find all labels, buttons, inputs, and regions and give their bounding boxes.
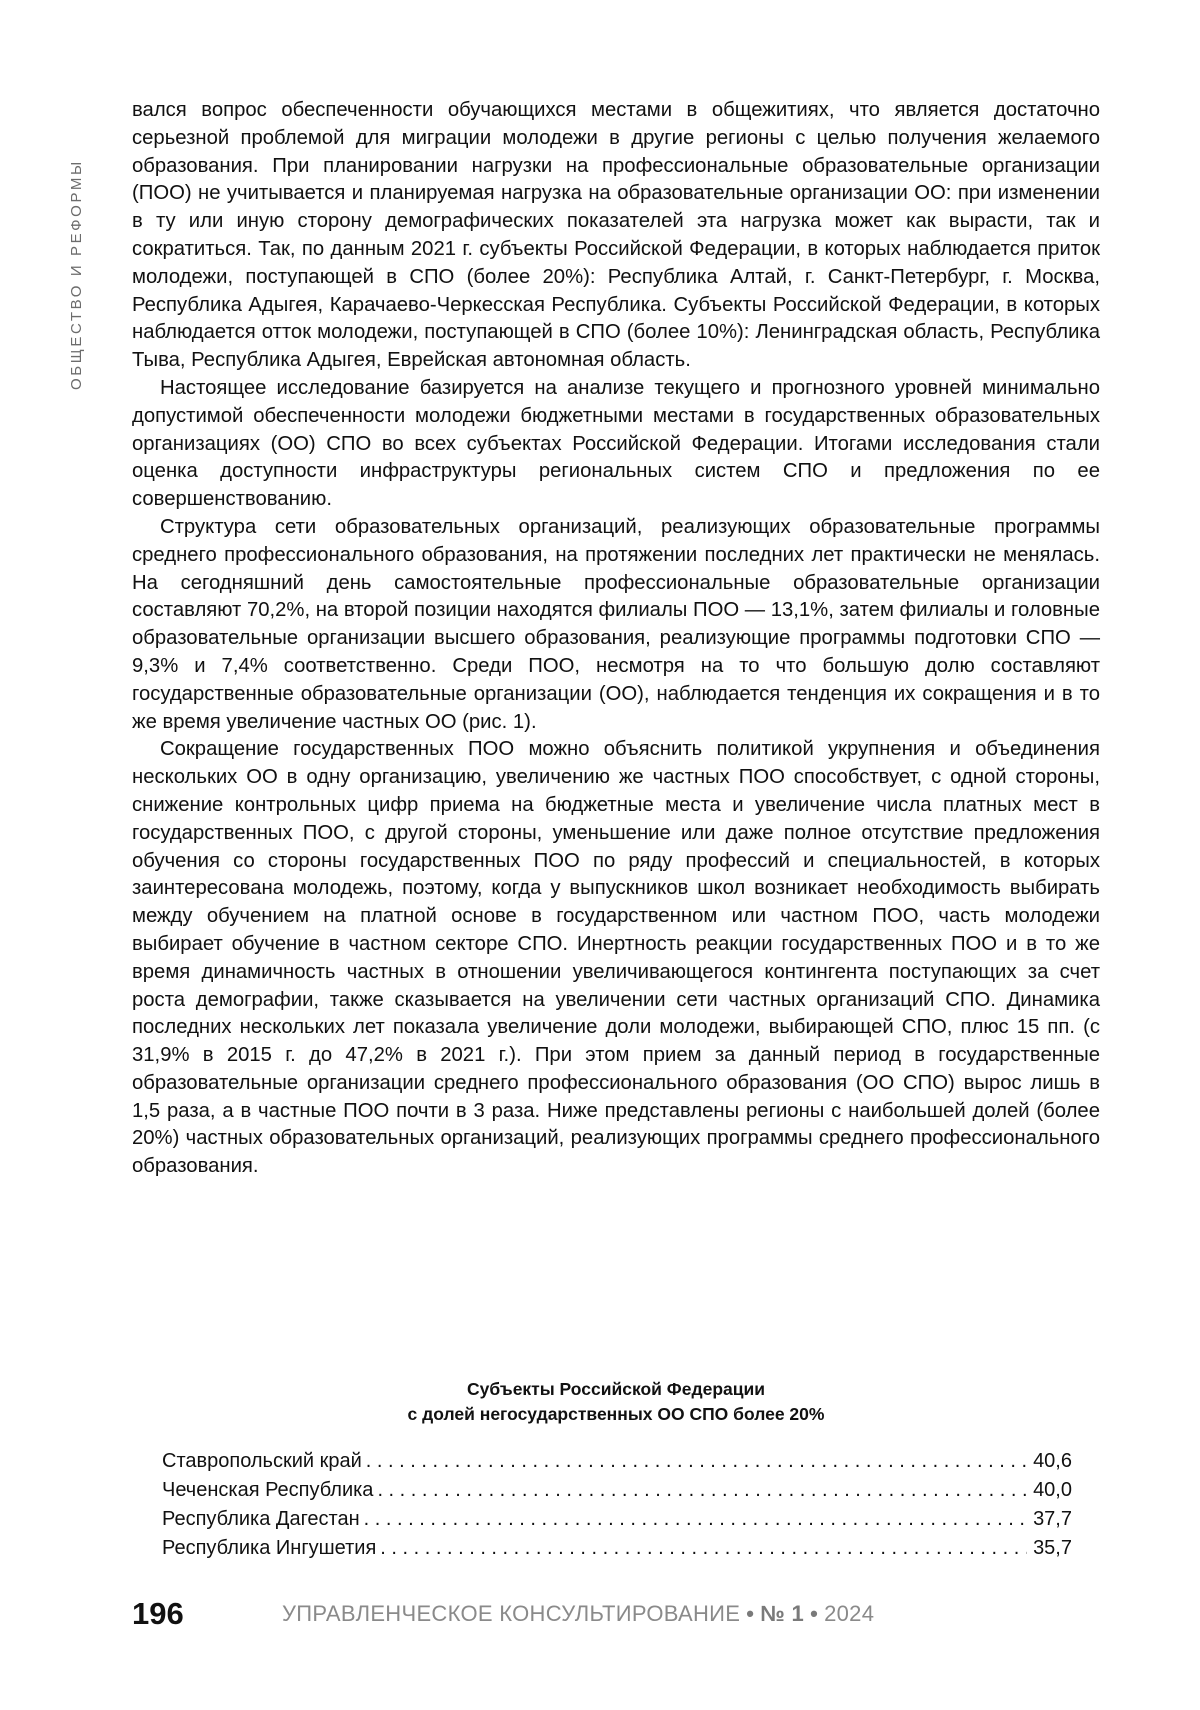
region-name: Ставропольский край	[162, 1450, 362, 1472]
region-name: Республика Ингушетия	[162, 1537, 377, 1559]
table-row	[162, 1505, 1072, 1534]
region-value: 37,7	[1033, 1508, 1072, 1530]
running-head-text: ОБЩЕСТВО И РЕФОРМЫ	[68, 159, 85, 390]
journal-title: УПРАВЛЕНЧЕСКОЕ КОНСУЛЬТИРОВАНИЕ	[282, 1601, 741, 1626]
journal-year: 2024	[824, 1601, 875, 1626]
page-number: 196	[132, 1596, 184, 1631]
paragraph-4: Сокращение государственных ПОО можно объяснить политикой укрупнения и объединения нескольких ОО в одну организацию, увеличению же частных ПОО способствует, с одной стороны, снижение контрольных цифр приема на бюджетные места и увеличение числа платных мест в государственных ПОО, с другой стороны, уменьшение или даже полное отсутствие предложения обучения со стороны государственных ПОО по ряду профессий и специальностей, в которых заинтересована молодежь, поэтому, когда у выпускников школ возникает необходимость выбирать между обучением на платной основе в государственном или частном ПОО, часть молодежи выбирает обучение в частном секторе СПО. Инертность реакции государственных ПОО и в то же время динамичность частных в отношении увеличивающегося контингента поступающих за счет роста демографии, также сказывается на увеличении сети частных организаций СПО. Динамика последних нескольких лет показала увеличение доли молодежи, выбирающей СПО, плюс 15 пп. (с 31,9% в 2015 г. до 47,2% в 2021 г.). При этом прием за данный период в государственные образовательные организации среднего профессионального образования (ОО СПО) вырос лишь в 1,5 раза, а в частные ПОО почти в 3 раза. Ниже представлены регионы с наибольшей долей (более 20%) частных образовательных организаций, реализующих программы среднего профессионального образования.	[132, 738, 1100, 1178]
paragraph-3: Структура сети образовательных организаций, реализующих образовательные программы среднего профессионального образования, на протяжении последних лет практически не менялась. На сегодняшний день самостоятельные профессиональные образовательные организации составляют 70,2%, на второй позиции находятся филиалы ПОО — 13,1%, затем филиалы и головные образовательные организации высшего образования, реализующие программы подготовки СПО — 9,3% и 7,4% соответственно. Среди ПОО, несмотря на то что большую долю составляют государственные образовательные организации (ОО), наблюдается тенденция их сокращения и в то же время увеличение частных ОО (рис. 1).	[132, 515, 1100, 733]
region-name: Чеченская Республика	[162, 1479, 374, 1501]
regions-table	[132, 1377, 1100, 1563]
table-row	[162, 1447, 1072, 1476]
paragraph-2: Настоящее исследование базируется на анализе текущего и прогнозного уровней минимально допустимой обеспеченности молодежи бюджетными местами в государственных образовательных организациях (ОО) СПО во всех субъектах Российской Федерации. Итогами исследования стали оценка доступности инфраструктуры региональных систем СПО и предложения по ее совершенствованию.	[132, 376, 1100, 511]
table-title-line-1: Субъекты Российской Федерации	[466, 1379, 766, 1399]
paragraph-1: вался вопрос обеспеченности обучающихся местами в общежитиях, что является достаточно серьезной проблемой для миграции молодежи в другие регионы с целью получения желаемого образования. При планировании нагрузки на профессиональные образовательные организации (ПОО) не учитывается и планируемая нагрузка на образовательные организации ОО: при изменении в ту или иную сторону демографических показателей эта нагрузка может как вырасти, так и сократиться. Так, по данным 2021 г. субъекты Российской Федерации, в которых наблюдается приток молодежи, поступающей в СПО (более 20%): Республика Алтай, г. Санкт-Петербург, г. Москва, Республика Адыгея, Карачаево-Черкесская Республика. Субъекты Российской Федерации, в которых наблюдается отток молодежи, поступающей в СПО (более 10%): Ленинградская область, Республика Тыва, Республика Адыгея, Еврейская автономная область.	[132, 99, 1100, 372]
article-body	[132, 97, 1100, 1181]
page-footer	[132, 1594, 1100, 1634]
region-value: 35,7	[1033, 1537, 1072, 1559]
dot-leader	[366, 1447, 1027, 1476]
dot-leader	[377, 1476, 1027, 1505]
region-value: 40,0	[1033, 1479, 1072, 1501]
issue-number: № 1	[760, 1601, 805, 1626]
table-title-line-2: с долей негосударственных ОО СПО более 20%	[407, 1404, 825, 1424]
running-head	[48, 100, 88, 390]
table-title	[132, 1377, 1100, 1427]
table-rows	[132, 1447, 1072, 1563]
dot-leader	[380, 1534, 1027, 1563]
journal-info	[282, 1601, 874, 1627]
separator-dot: •	[746, 1601, 755, 1626]
table-row	[162, 1476, 1072, 1505]
separator-dot: •	[810, 1601, 819, 1626]
region-name: Республика Дагестан	[162, 1508, 360, 1530]
dot-leader	[364, 1505, 1027, 1534]
region-value: 40,6	[1033, 1450, 1072, 1472]
table-row	[162, 1534, 1072, 1563]
